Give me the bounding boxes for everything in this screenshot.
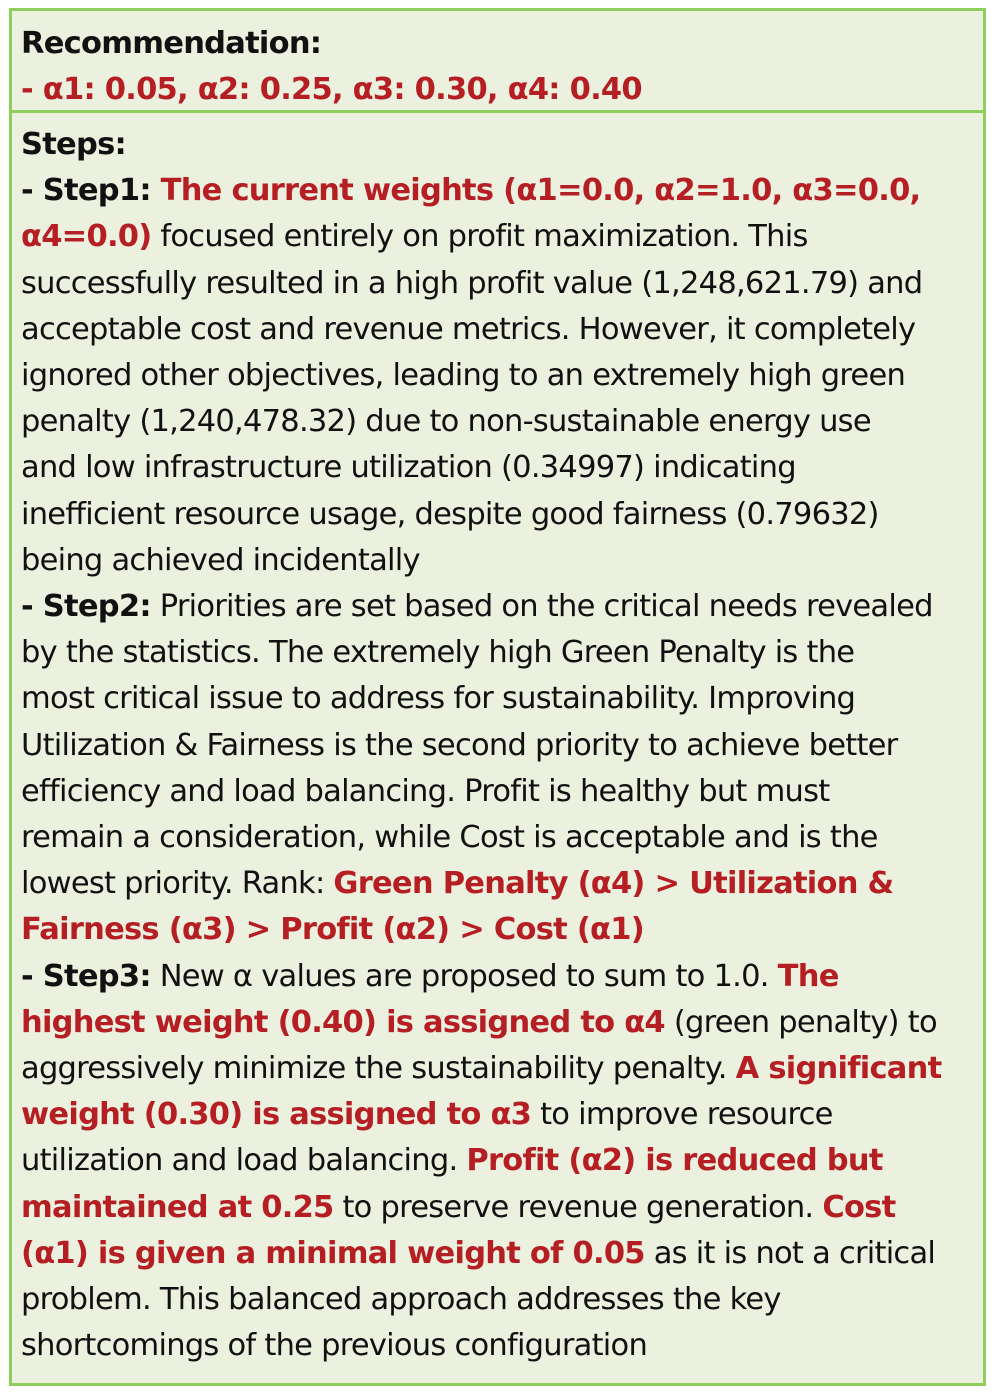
step3-label: - Step3:	[21, 958, 151, 994]
step3-highlight-h: (α1) is given a minimal weight of 0.05	[21, 1235, 645, 1271]
step2-label: - Step2:	[21, 589, 151, 625]
step2-line-4: Utilization & Fairness is the second priority to achieve better	[21, 727, 898, 763]
step1-line-2	[21, 214, 979, 260]
recommendation-panel	[9, 8, 986, 113]
step3-text-d: to improve resource	[531, 1097, 833, 1133]
step2-text-b: lowest priority. Rank:	[21, 866, 334, 902]
steps-heading: Steps:	[21, 127, 126, 162]
step3-text-a: New α values are proposed to sum to 1.0.	[150, 958, 778, 994]
step3-highlight-e: Profit (α2) is reduced but	[466, 1143, 883, 1179]
step3-line-7	[21, 1231, 979, 1277]
step3-line-3	[21, 1046, 979, 1092]
step3-line-2	[21, 1000, 979, 1046]
step3-text-c: aggressively minimize the sustainability penalty.	[21, 1051, 736, 1087]
step1-line-8: inefficient resource usage, despite good fairness (0.79632)	[21, 496, 879, 532]
step3-text-b: (green penalty) to	[664, 1004, 937, 1040]
step1-line-1	[21, 168, 979, 214]
step1-line-4: acceptable cost and revenue metrics. However, it completely	[21, 311, 916, 347]
steps-panel	[9, 113, 986, 1386]
step3-text-g: as it is not a critical	[644, 1235, 936, 1271]
step3-line-5	[21, 1138, 979, 1184]
recommendation-heading: Recommendation:	[21, 26, 322, 61]
step3-highlight-b: highest weight (0.40) is assigned to α4	[21, 1004, 665, 1040]
step3-highlight-d: weight (0.30) is assigned to α3	[21, 1097, 532, 1133]
step1-highlight-a: The current weights (α1=0.0, α2=1.0, α3=0.0,	[160, 173, 921, 209]
step1-text-a: focused entirely on profit maximization. This	[151, 219, 808, 255]
step1-line-3: successfully resulted in a high profit value (1,248,621.79) and	[21, 265, 923, 301]
step1-line-6: penalty (1,240,478.32) due to non-sustainable energy use	[21, 404, 871, 440]
step1-highlight-b: α4=0.0)	[21, 219, 152, 255]
step3-text-e: utilization and load balancing.	[21, 1143, 467, 1179]
step2-line-2: by the statistics. The extremely high Green Penalty is the	[21, 635, 855, 671]
step3-line-9: shortcomings of the previous configuration	[21, 1328, 648, 1364]
step2-text-a: Priorities are set based on the critical needs revealed	[150, 589, 933, 625]
step2-line-3: most critical issue to address for sustainability. Improving	[21, 681, 856, 717]
step1-line-5: ignored other objectives, leading to an extremely high green	[21, 358, 906, 394]
step3-highlight-f: maintained at 0.25	[21, 1189, 334, 1225]
step2-line-5: efficiency and load balancing. Profit is healthy but must	[21, 773, 830, 809]
step2-line-6: remain a consideration, while Cost is acceptable and is the	[21, 820, 878, 856]
step3-line-1	[21, 954, 979, 1000]
step3-highlight-g: Cost	[822, 1189, 896, 1225]
recommendation-values: - α1: 0.05, α2: 0.25, α3: 0.30, α4: 0.40	[21, 72, 642, 107]
step2-line-1	[21, 584, 979, 630]
step2-line-7	[21, 861, 979, 907]
step1-label: - Step1:	[21, 173, 161, 209]
step2-line-8	[21, 907, 979, 953]
step3-line-8: problem. This balanced approach addresses the key	[21, 1282, 781, 1318]
step3-line-6	[21, 1185, 979, 1231]
step1-line-9: being achieved incidentally	[21, 542, 420, 578]
step3-text-f: to preserve revenue generation.	[333, 1189, 823, 1225]
step3-highlight-a: The	[777, 958, 839, 994]
step3-highlight-c: A significant	[735, 1051, 942, 1087]
step2-highlight-a: Green Penalty (α4) > Utilization &	[333, 866, 894, 902]
step3-line-4	[21, 1092, 979, 1138]
step1-line-7: and low infrastructure utilization (0.34997) indicating	[21, 450, 796, 486]
step2-highlight-b: Fairness (α3) > Profit (α2) > Cost (α1)	[21, 912, 644, 948]
